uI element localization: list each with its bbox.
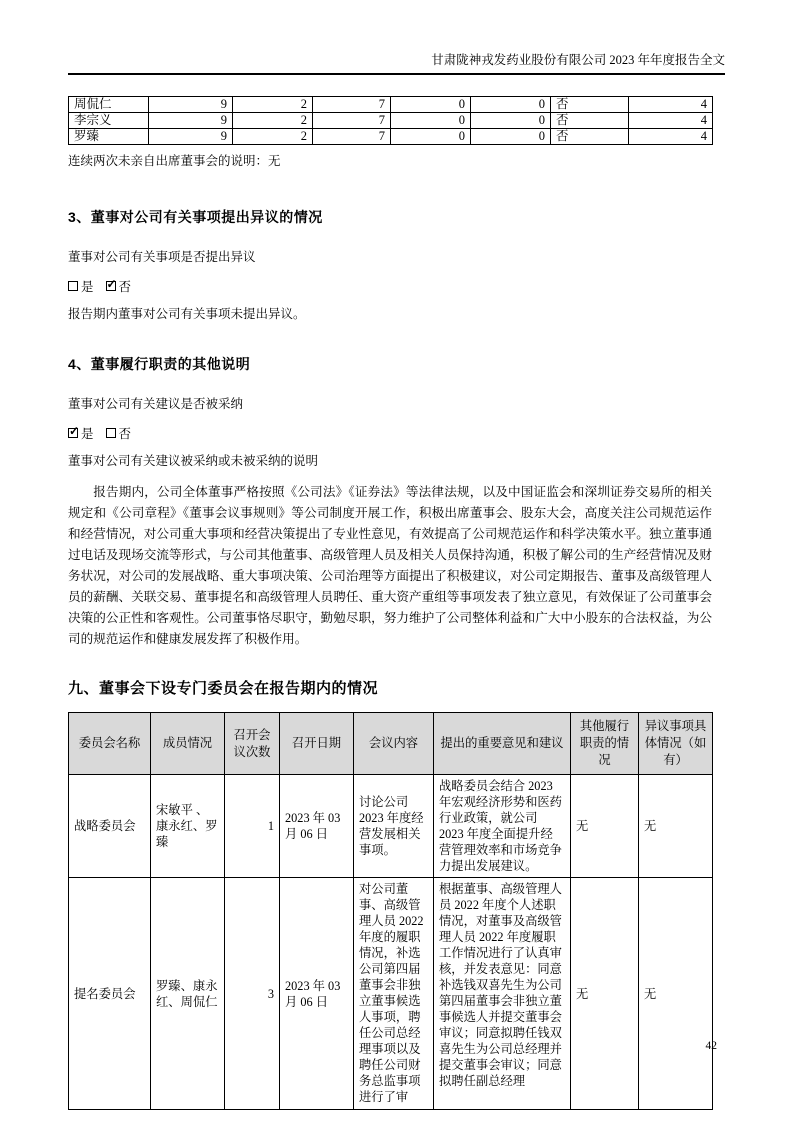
table-row xyxy=(69,129,713,145)
meeting-count: 3 xyxy=(225,878,280,1110)
cell: 9 xyxy=(149,113,233,129)
cell: 2 xyxy=(233,113,313,129)
cell: 0 xyxy=(471,97,551,113)
committee-name: 战略委员会 xyxy=(69,775,151,878)
section-4-question: 董事对公司有关建议是否被采纳 xyxy=(68,397,244,411)
objection-details: 无 xyxy=(639,775,713,878)
column-header: 委员会名称 xyxy=(69,713,151,775)
meeting-content: 讨论公司 2023 年度经营发展相关事项。 xyxy=(354,775,434,878)
section-4-options xyxy=(68,424,725,442)
section-3-heading: 3、董事对公司有关事项提出异议的情况 xyxy=(68,209,323,225)
cell: 4 xyxy=(629,113,713,129)
clipped-cell-text: 根据董事、高级管理人员 2022 年度个人述职情况，对董事及高级管理人员 2022 年度履职工作情况进行了认真审核，并发表意见：同意补选钱双喜先生为公司第四届董事会非独立董事候选人并提交董事会审议；同意拟聘任钱双喜先生为公司总经理并提交董事会审议；同意拟聘任副总经理 xyxy=(439,882,562,1088)
cell: 否 xyxy=(551,97,629,113)
section-3-options xyxy=(68,277,725,295)
cell: 0 xyxy=(391,129,471,145)
option-no-label: 否 xyxy=(118,427,132,441)
column-header: 提出的重要意见和建议 xyxy=(434,713,571,775)
option-yes-label: 是 xyxy=(81,427,94,441)
clipped-cell-text: 对公司董事、高级管理人员 2022 年度的履职情况，补选公司第四届董事会非独立董事候选人事项，聘任公司总经理事项以及聘任公司财务总监事项进行了审 xyxy=(359,882,424,1104)
column-header: 成员情况 xyxy=(151,713,225,775)
meeting-date: 2023 年 03 月 06 日 xyxy=(280,775,354,878)
cell: 0 xyxy=(391,113,471,129)
option-no xyxy=(106,424,132,442)
column-header: 召开日期 xyxy=(280,713,354,775)
option-yes xyxy=(68,424,94,442)
checkbox-unchecked-icon xyxy=(106,428,116,438)
meeting-count: 1 xyxy=(225,775,280,878)
committee-table-header-row xyxy=(69,713,713,775)
page-number: 42 xyxy=(705,1040,717,1052)
running-header: 甘肃陇神戎发药业股份有限公司 2023 年年度报告全文 xyxy=(431,53,725,67)
section-9-heading: 九、董事会下设专门委员会在报告期内的情况 xyxy=(68,680,379,697)
cell: 0 xyxy=(471,129,551,145)
committee-opinions: 战略委员会结合 2023 年宏观经济形势和医药行业政策，就公司 2023 年度全面提升经营管理效率和市场竞争力提出发展建议。 xyxy=(434,775,571,878)
cell: 否 xyxy=(551,129,629,145)
absence-note: 连续两次未亲自出席董事会的说明：无 xyxy=(68,154,281,168)
cell: 9 xyxy=(149,97,233,113)
column-header: 其他履行职责的情况 xyxy=(571,713,639,775)
column-header: 会议内容 xyxy=(354,713,434,775)
cell: 4 xyxy=(629,97,713,113)
other-duties: 无 xyxy=(571,775,639,878)
objection-details: 无 xyxy=(639,878,713,1110)
page-content xyxy=(68,0,725,1110)
cell: 0 xyxy=(471,113,551,129)
cell: 4 xyxy=(629,129,713,145)
header-rule xyxy=(68,73,725,75)
cell: 否 xyxy=(551,113,629,129)
table-row xyxy=(69,113,713,129)
director-name: 李宗义 xyxy=(69,113,149,129)
cell: 9 xyxy=(149,129,233,145)
committee-table xyxy=(68,712,713,1110)
column-header: 召开会议次数 xyxy=(225,713,280,775)
cell: 0 xyxy=(391,97,471,113)
section-4-heading: 4、董事履行职责的其他说明 xyxy=(68,356,251,372)
cell: 7 xyxy=(313,129,391,145)
committee-members: 宋敏平 、康永红、罗臻 xyxy=(151,775,225,878)
section-3-answer-note: 报告期内董事对公司有关事项未提出异议。 xyxy=(68,307,306,321)
option-no-label: 否 xyxy=(118,280,132,294)
director-attendance-table xyxy=(68,96,713,145)
section-3-question: 董事对公司有关事项是否提出异议 xyxy=(68,250,256,264)
section-4-explain-label: 董事对公司有关建议被采纳或未被采纳的说明 xyxy=(68,454,319,468)
committee-opinions xyxy=(434,878,571,1110)
option-yes-label: 是 xyxy=(81,280,94,294)
committee-members: 罗臻、康永红、周侃仁 xyxy=(151,878,225,1110)
table-row xyxy=(69,97,713,113)
table-row xyxy=(69,878,713,1110)
cell: 7 xyxy=(313,113,391,129)
other-duties: 无 xyxy=(571,878,639,1110)
committee-name: 提名委员会 xyxy=(69,878,151,1110)
cell: 7 xyxy=(313,97,391,113)
section-4-paragraph: 报告期内，公司全体董事严格按照《公司法》《证券法》等法律法规，以及中国证监会和深圳证券交易所的相关规定和《公司章程》《董事会议事规则》等公司制度开展工作，积极出席董事会、股东大会，高度关注公司规范运作和经营情况，对公司重大事项和经营决策提出了专业性意见，有效提高了公司规范运作和科学决策水平。独立董事通过电话及现场交流等形式，与公司其他董事、高级管理人员及相关人员保持沟通，积极了解公司的生产经营情况及财务状况，对公司的发展战略、重大事项决策、公司治理等方面提出了积极建议，对公司定期报告、董事及高级管理人员的薪酬、关联交易、董事提名和高级管理人员聘任、重大资产重组等事项发表了独立意见，有效保证了公司董事会决策的公正性和客观性。公司董事恪尽职守，勤勉尽职，努力维护了公司整体利益和广大中小股东的合法权益，为公司的规范运作和健康发展发挥了积极作用。 xyxy=(68,485,712,646)
column-header: 异议事项具体情况（如有） xyxy=(639,713,713,775)
checkbox-checked-icon xyxy=(106,281,116,291)
cell: 2 xyxy=(233,97,313,113)
option-yes xyxy=(68,277,94,295)
director-name: 罗臻 xyxy=(69,129,149,145)
option-no xyxy=(106,277,132,295)
director-name: 周侃仁 xyxy=(69,97,149,113)
checkbox-checked-icon xyxy=(68,428,78,438)
cell: 2 xyxy=(233,129,313,145)
table-row xyxy=(69,775,713,878)
meeting-date: 2023 年 03 月 06 日 xyxy=(280,878,354,1110)
checkbox-unchecked-icon xyxy=(68,281,78,291)
meeting-content xyxy=(354,878,434,1110)
